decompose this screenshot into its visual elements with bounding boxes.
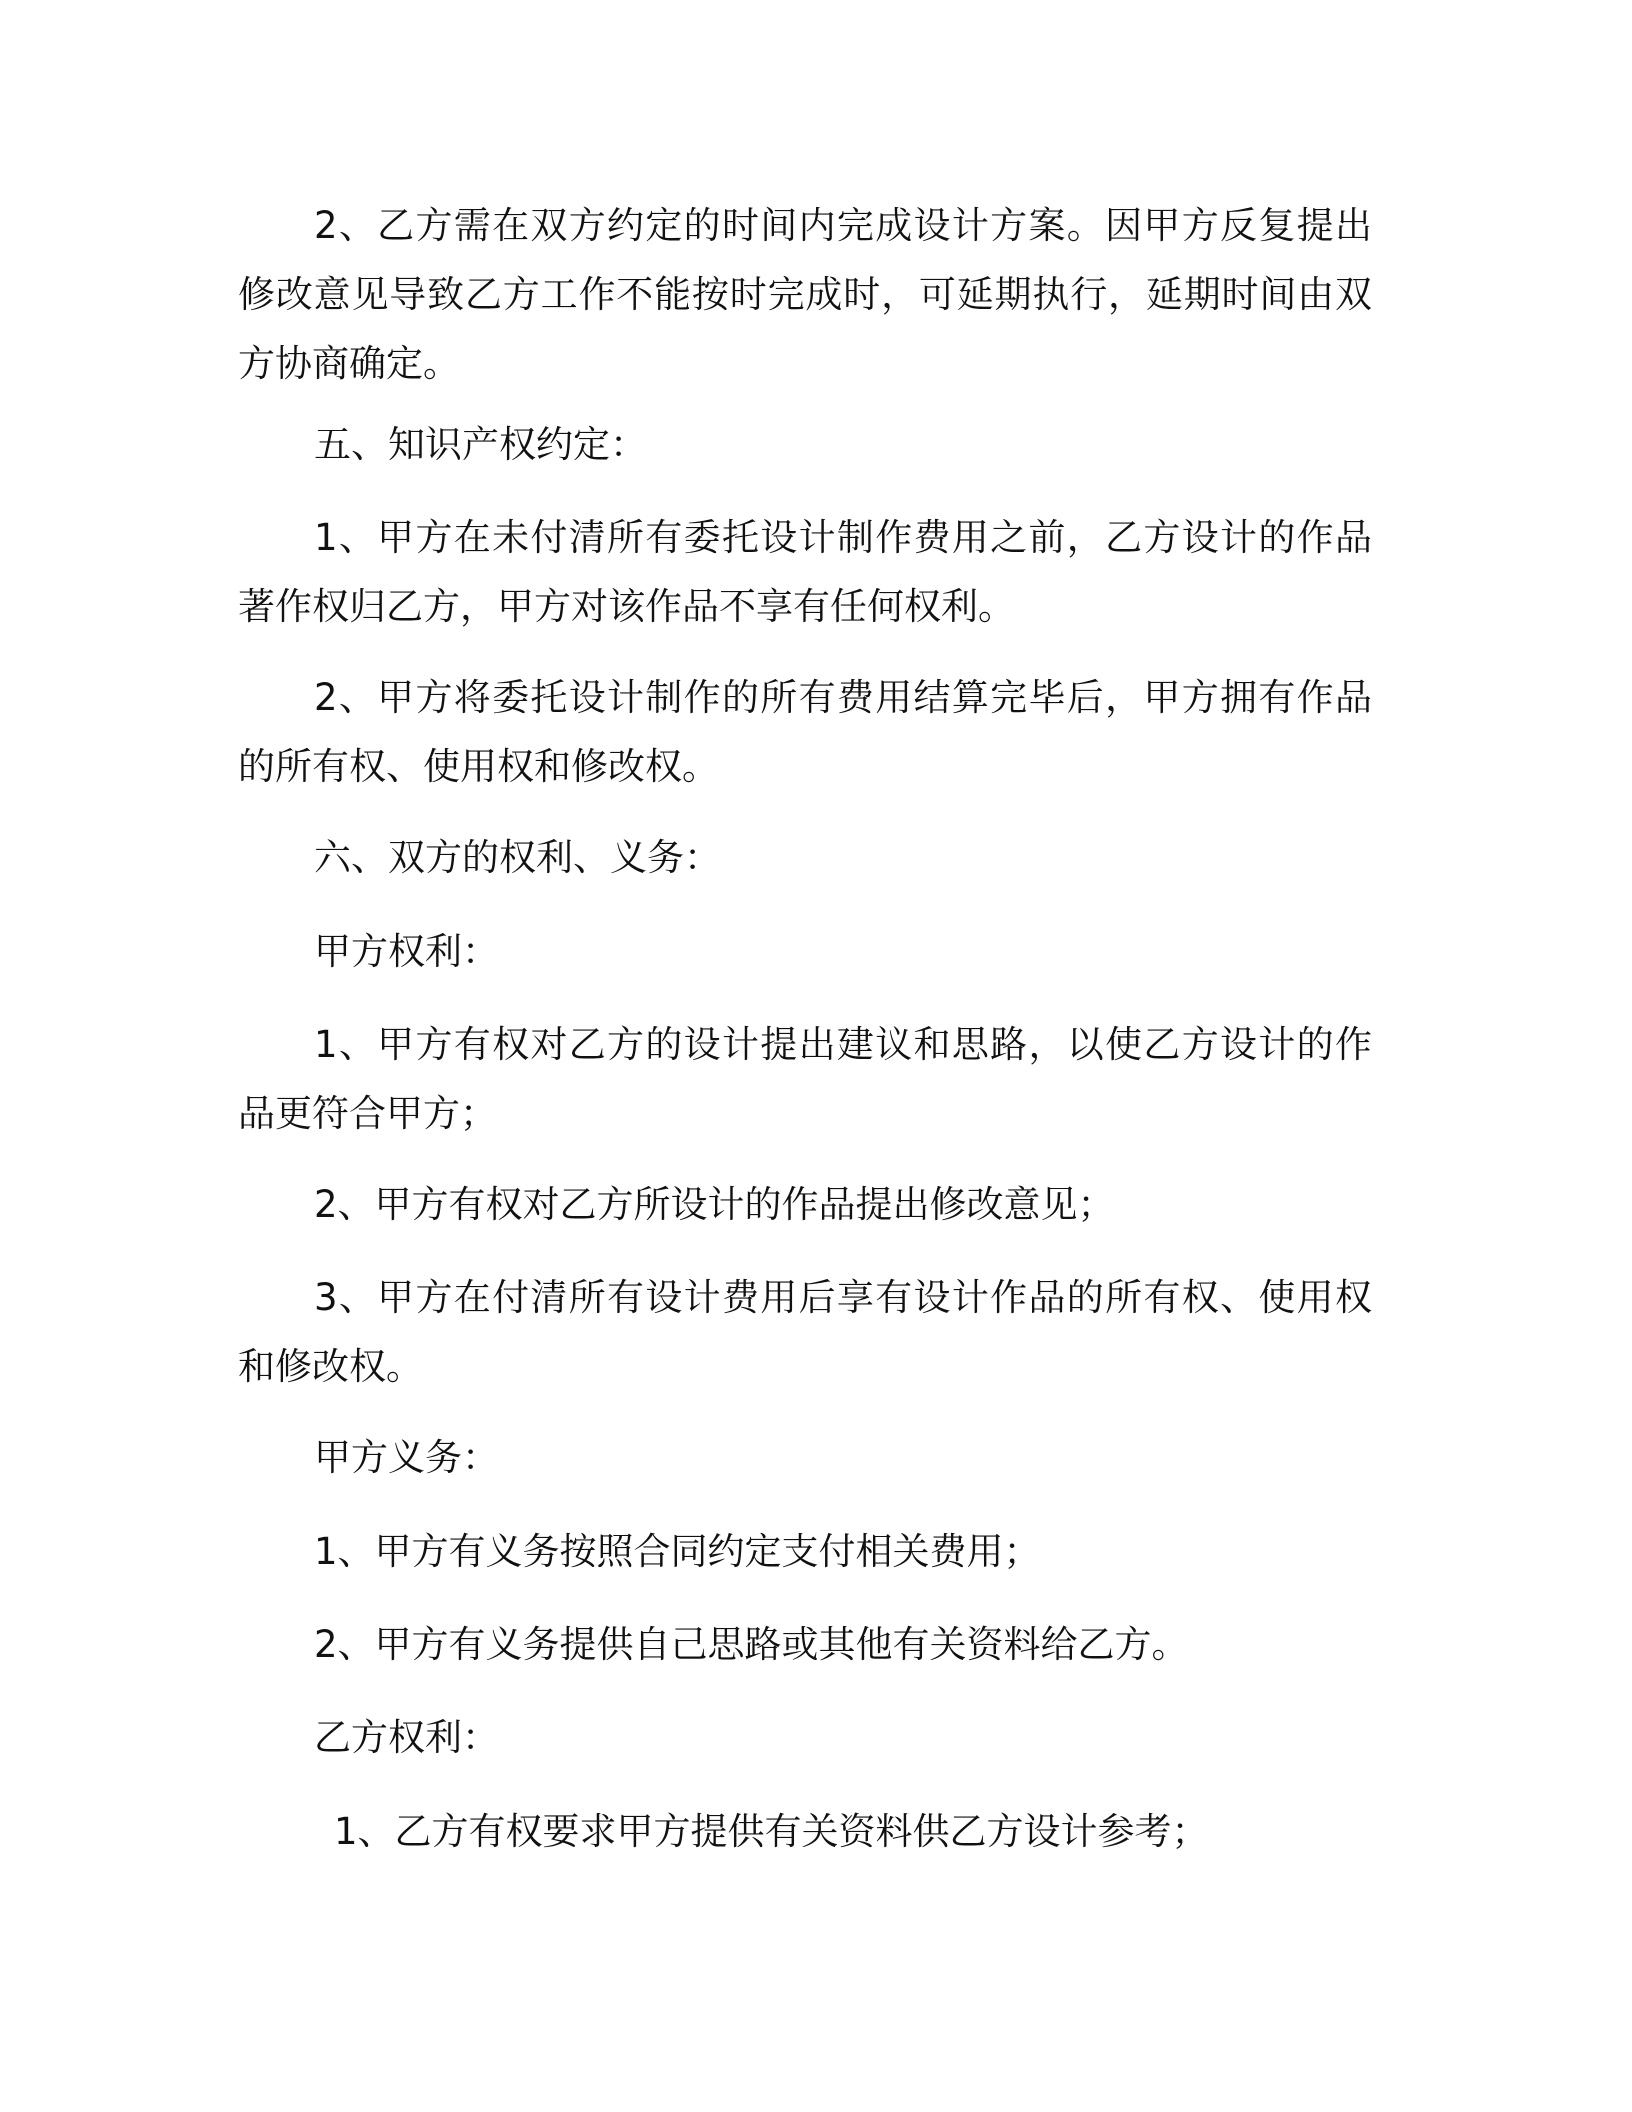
paragraph-party-a-right-1: 1、甲方有权对乙方的设计提出建议和思路，以使乙方设计的作品更符合甲方； bbox=[238, 1023, 1372, 1135]
paragraph-ownership-after-payment: 2、甲方将委托设计制作的所有费用结算完毕后，甲方拥有作品的所有权、使用权和修改权。 bbox=[238, 676, 1372, 788]
paragraph-party-a-right-2: 2、甲方有权对乙方所设计的作品提出修改意见； bbox=[314, 1183, 1115, 1226]
heading-party-a-obligations: 甲方义务： bbox=[314, 1436, 499, 1479]
paragraph-party-b-right-1: 1、乙方有权要求甲方提供有关资料供乙方设计参考； bbox=[334, 1810, 1209, 1853]
heading-rights-obligations: 六、双方的权利、义务： bbox=[314, 836, 721, 879]
paragraph-design-deadline: 2、乙方需在双方约定的时间内完成设计方案。因甲方反复提出修改意见导致乙方工作不能按时完成时，可延期执行，延期时间由双方协商确定。 bbox=[238, 204, 1372, 385]
heading-intellectual-property: 五、知识产权约定： bbox=[314, 423, 647, 466]
paragraph-party-a-obligation-2: 2、甲方有义务提供自己思路或其他有关资料给乙方。 bbox=[314, 1623, 1189, 1666]
paragraph-party-a-right-3: 3、甲方在付清所有设计费用后享有设计作品的所有权、使用权和修改权。 bbox=[238, 1276, 1372, 1388]
paragraph-copyright-before-payment: 1、甲方在未付清所有委托设计制作费用之前，乙方设计的作品著作权归乙方，甲方对该作品不享有任何权利。 bbox=[238, 516, 1372, 628]
heading-party-b-rights: 乙方权利： bbox=[314, 1716, 499, 1759]
paragraph-party-a-obligation-1: 1、甲方有义务按照合同约定支付相关费用； bbox=[314, 1530, 1041, 1573]
heading-party-a-rights: 甲方权利： bbox=[314, 930, 499, 973]
